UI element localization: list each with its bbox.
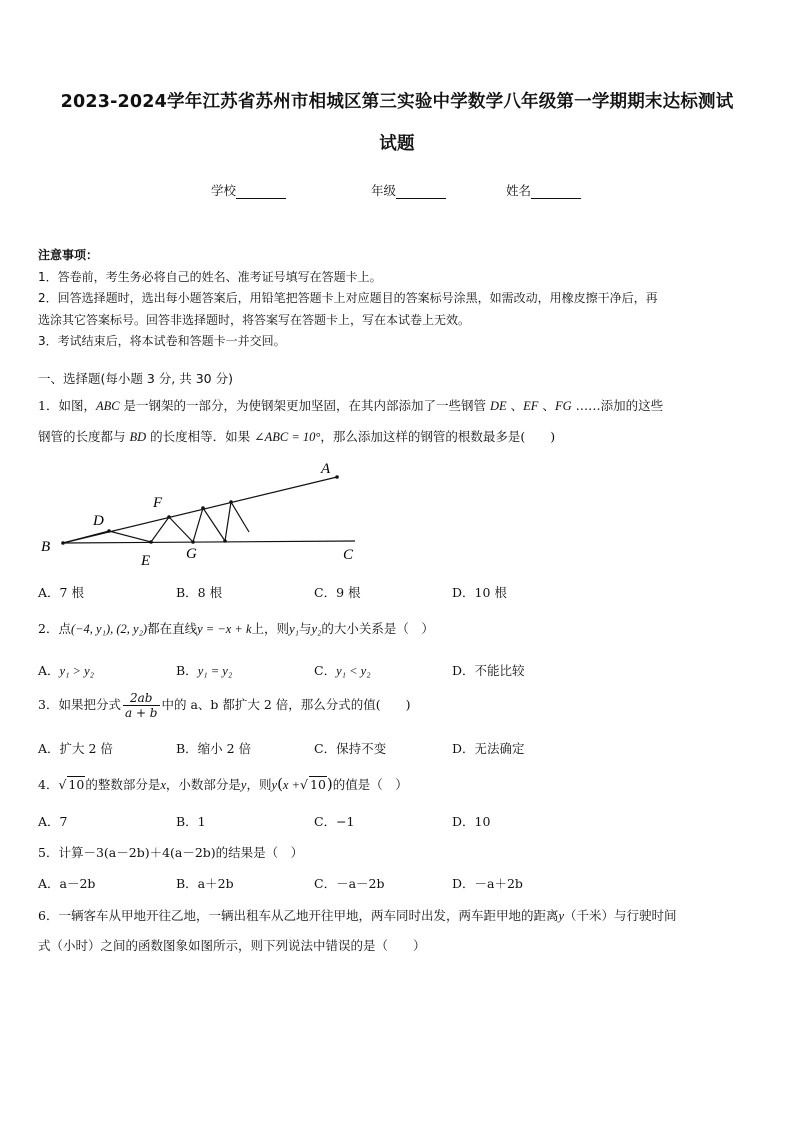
q5-option-c[interactable]: C．－a－2b	[314, 876, 385, 891]
fraction: $\frac{2ab}{a + b}$	[124, 691, 158, 720]
q2-option-a[interactable]: A．y₁ > y₂	[38, 663, 95, 678]
label-b: B	[41, 539, 51, 555]
label-d: D	[93, 513, 104, 529]
q1-option-c[interactable]: C．9 根	[314, 585, 361, 600]
label-e: E	[141, 553, 151, 569]
q3-option-a[interactable]: A．扩大 2 倍	[38, 741, 113, 756]
q2-option-d[interactable]: D．不能比较	[452, 663, 525, 678]
q3-option-c[interactable]: C．保持不变	[314, 741, 387, 756]
question-2: 2．点(−4, y₁), (2, y₂)都在直线y = −x + k上，则y₁与y₂的大小关系是（ ）	[38, 621, 434, 636]
question-6-line-1: 6．一辆客车从甲地开往乙地，一辆出租车从乙地开往甲地，两车同时出发，两车距甲地的距离y（千米）与行驶时间	[38, 908, 677, 923]
question-5: 5．计算－3(a－2b)＋4(a－2b)的结果是（ ）	[38, 845, 304, 860]
question-6-line-2: 式（小时）之间的函数图象如图所示，则下列说法中错误的是（ ）	[38, 938, 426, 953]
note-item: 2．回答选择题时，选出每小题答案后，用铅笔把答题卡上对应题目的答案标号涂黑，如需改动，用橡皮擦干净后，再	[38, 291, 658, 305]
note-item: 1．答卷前，考生务必将自己的姓名、准考证号填写在答题卡上。	[38, 269, 382, 284]
q2-option-b[interactable]: B．y₁ = y₂	[176, 663, 233, 678]
question-1-line-1: 1．如图，ABC 是一钢架的一部分，为使钢架更加坚固，在其内部添加了一些钢管 DE 、EF 、FG ……添加的这些	[38, 398, 664, 413]
steel-frame-figure	[30, 455, 380, 575]
q1-option-a[interactable]: A．7 根	[38, 585, 84, 600]
sqrt-symbol: √	[58, 777, 67, 792]
q3-option-d[interactable]: D．无法确定	[452, 741, 525, 756]
q4-option-a[interactable]: A．7	[38, 814, 68, 829]
note-item: 选涂其它答案标号。回答非选择题时，将答案写在答题卡上，写在本试卷上无效。	[38, 312, 471, 327]
q4-option-c[interactable]: C．−1	[314, 814, 355, 829]
grade-blank[interactable]	[396, 185, 446, 199]
q4-option-d[interactable]: D．10	[452, 814, 491, 829]
q5-option-d[interactable]: D．－a＋2b	[452, 876, 523, 891]
q5-option-b[interactable]: B．a＋2b	[176, 876, 234, 891]
school-label: 学校	[211, 183, 237, 198]
q1-option-d[interactable]: D．10 根	[452, 585, 507, 600]
notes-header: 注意事项：	[38, 248, 99, 262]
label-c: C	[343, 547, 354, 563]
q5-option-a[interactable]: A．a－2b	[38, 876, 96, 891]
school-blank[interactable]	[236, 185, 286, 199]
label-g: G	[186, 546, 197, 562]
q1-option-b[interactable]: B．8 根	[176, 585, 223, 600]
school-field[interactable]	[211, 181, 286, 199]
section-heading: 一、选择题(每小题 3 分, 共 30 分)	[38, 371, 233, 386]
label-f: F	[153, 495, 163, 511]
note-item: 3．考试结束后，将本试卷和答题卡一并交回。	[38, 334, 286, 348]
question-3: 3．如果把分式 $\frac{2ab}{a + b}$ 中的 a、b 都扩大 2 倍，那么分式的值( )	[38, 691, 411, 720]
name-field[interactable]	[506, 181, 581, 199]
grade-field[interactable]	[371, 181, 446, 199]
label-a: A	[321, 461, 331, 477]
notes-block	[38, 245, 762, 353]
name-label: 姓名	[506, 183, 532, 198]
question-1-line-2: 钢管的长度都与 BD 的长度相等．如果 ∠ABC = 10°，那么添加这样的钢管的根数最多是( )	[38, 429, 556, 444]
ray-bc	[63, 541, 355, 543]
q2-option-c[interactable]: C．y₁ < y₂	[314, 663, 371, 678]
page-title: 2023-2024学年江苏省苏州市相城区第三实验中学数学八年级第一学期期末达标测试	[60, 92, 734, 112]
name-blank[interactable]	[531, 185, 581, 199]
page-title-continued: 试题	[379, 134, 415, 154]
q3-option-b[interactable]: B．缩小 2 倍	[176, 741, 252, 756]
question-4: 4．√ 10的整数部分是x，小数部分是y，则y(x +√ 10)的值是（ ）	[38, 775, 408, 793]
grade-label: 年级	[371, 183, 397, 198]
ray-ba	[63, 477, 337, 543]
q4-option-b[interactable]: B．1	[176, 814, 206, 829]
